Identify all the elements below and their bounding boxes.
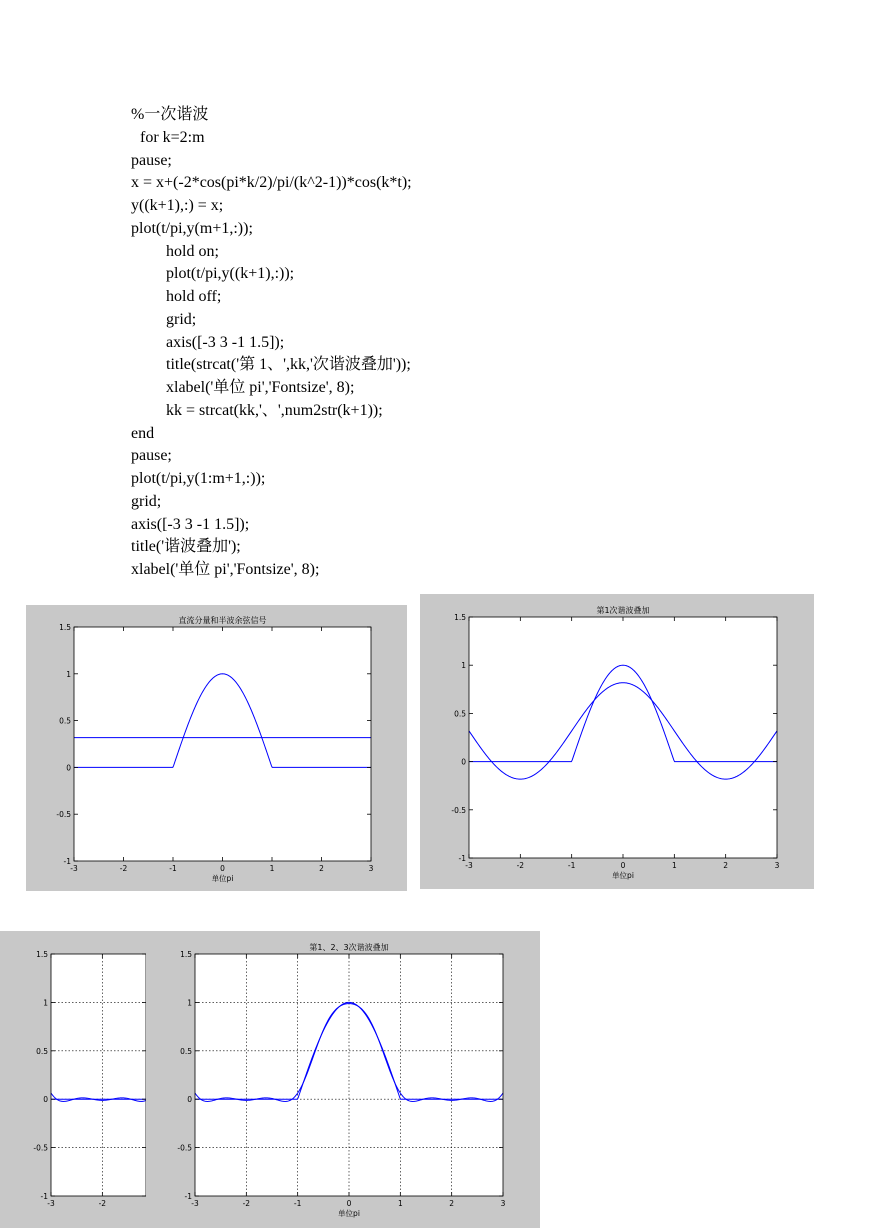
- y-tick-label: 1: [461, 661, 466, 671]
- x-tick-label: 1: [269, 864, 275, 873]
- code-line: grid;: [166, 310, 197, 328]
- x-tick-label: 0: [620, 861, 626, 870]
- figure-panel-harmonic-1: [420, 594, 814, 889]
- x-tick-label: 1: [397, 1199, 403, 1208]
- y-tick-label: -0.5: [451, 805, 466, 815]
- y-tick-label: -0.5: [177, 1143, 192, 1153]
- code-line: plot(t/pi,y(m+1,:));: [131, 219, 253, 237]
- x-tick-label: -1: [567, 861, 576, 870]
- x-axis-label: 单位pi: [612, 871, 634, 880]
- x-tick-label: -2: [516, 861, 525, 870]
- x-tick-label: -2: [98, 1199, 107, 1208]
- x-tick-label: -3: [465, 861, 473, 870]
- y-tick-label: 1: [66, 669, 71, 679]
- code-line: end: [131, 424, 155, 442]
- code-line: y((k+1),:) = x;: [131, 197, 224, 214]
- matlab-code-listing: [131, 104, 412, 582]
- code-line: for k=2:m: [140, 128, 205, 146]
- code-line: plot(t/pi,y((k+1),:));: [166, 265, 295, 283]
- x-tick-label: 3: [774, 861, 780, 870]
- chart-title: 直流分量和半波余弦信号: [178, 616, 267, 625]
- code-line: pause;: [131, 151, 172, 169]
- x-tick-label: 2: [449, 1199, 455, 1208]
- code-line: plot(t/pi,y(1:m+1,:));: [131, 470, 266, 487]
- y-tick-label: -0.5: [33, 1143, 48, 1153]
- y-tick-label: -0.5: [56, 810, 71, 820]
- chart-harmonics-123: [0, 931, 540, 1228]
- code-line: title(strcat('第 1、',kk,'次谐波叠加'));: [166, 356, 411, 374]
- code-line: pause;: [131, 447, 172, 465]
- x-tick-label: -1: [293, 1199, 302, 1208]
- y-tick-label: 0: [43, 1095, 48, 1105]
- y-tick-label: 0.5: [454, 709, 466, 719]
- x-tick-label: -2: [242, 1199, 251, 1208]
- y-tick-label: 1.5: [36, 950, 48, 959]
- x-tick-label: -1: [169, 864, 177, 873]
- code-line: kk = strcat(kk,'、',num2str(k+1));: [166, 401, 383, 419]
- x-tick-label: 1: [671, 861, 677, 870]
- chart-dc-halfwave: [26, 605, 407, 891]
- x-tick-label: -3: [70, 864, 78, 873]
- y-tick-label: 0.5: [36, 1046, 48, 1056]
- y-tick-label: 0.5: [180, 1046, 192, 1056]
- y-tick-label: 1.5: [454, 613, 466, 622]
- chart-title: 第1、2、3次谐波叠加: [309, 943, 389, 952]
- x-tick-label: 2: [319, 864, 324, 873]
- code-line: axis([-3 3 -1 1.5]);: [131, 515, 250, 533]
- x-axis-label: 单位pi: [338, 1209, 360, 1218]
- x-tick-label: -3: [47, 1199, 55, 1208]
- plot-area: [74, 627, 371, 861]
- y-tick-label: -1: [63, 857, 71, 866]
- y-tick-label: 0: [187, 1095, 192, 1105]
- code-line: hold on;: [166, 242, 219, 260]
- y-tick-label: 1: [187, 998, 192, 1008]
- y-tick-label: -1: [184, 1192, 192, 1201]
- x-axis-label: 单位pi: [211, 874, 234, 883]
- code-line: hold off;: [166, 288, 222, 305]
- code-line: %一次谐波: [131, 106, 209, 123]
- code-line: xlabel('单位 pi','Fontsize', 8);: [166, 379, 355, 396]
- y-tick-label: -1: [458, 854, 466, 863]
- y-tick-label: -1: [40, 1192, 48, 1201]
- chart-harmonic-1: [420, 594, 814, 889]
- y-tick-label: 0: [461, 757, 466, 767]
- x-tick-label: 2: [723, 861, 729, 870]
- figure-panel-dc-halfwave: [26, 605, 407, 891]
- code-line: axis([-3 3 -1 1.5]);: [166, 333, 285, 351]
- code-line: xlabel('单位 pi','Fontsize', 8);: [131, 561, 320, 578]
- y-tick-label: 0.5: [59, 716, 71, 726]
- x-tick-label: -2: [119, 864, 128, 873]
- x-tick-label: 0: [220, 864, 225, 873]
- chart-title: 第1次谐波叠加: [596, 606, 650, 615]
- x-tick-label: 3: [368, 864, 374, 873]
- x-tick-label: 0: [346, 1199, 352, 1208]
- plot-area: [469, 617, 777, 858]
- x-tick-label: 3: [500, 1199, 506, 1208]
- code-line: x = x+(-2*cos(pi*k/2)/pi/(k^2-1))*cos(k*t);: [131, 174, 412, 192]
- y-tick-label: 1.5: [59, 623, 71, 632]
- code-line: title('谐波叠加');: [131, 538, 241, 556]
- y-tick-label: 1.5: [180, 950, 192, 959]
- x-tick-label: -3: [191, 1199, 199, 1208]
- y-tick-label: 1: [43, 998, 48, 1008]
- y-tick-label: 0: [66, 763, 71, 773]
- code-line: grid;: [131, 492, 162, 510]
- figure-panel-harmonics-123: [0, 931, 540, 1228]
